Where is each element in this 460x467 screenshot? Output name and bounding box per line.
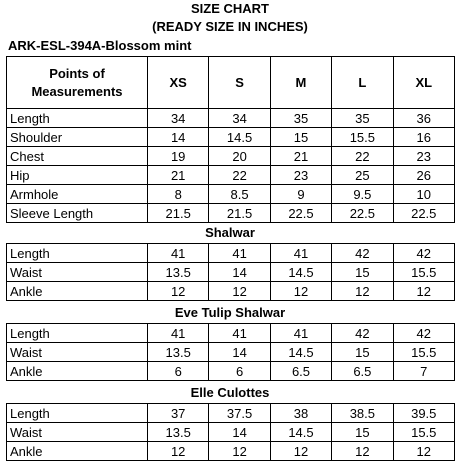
row-label: Waist <box>7 263 148 282</box>
points-of-measurements-header: Points of Measurements <box>7 57 148 109</box>
table-cell: 37.5 <box>209 404 270 423</box>
table-cell: 12 <box>332 282 393 301</box>
table-cell: 42 <box>332 244 393 263</box>
table-cell: 41 <box>209 324 270 343</box>
table-cell: 22.5 <box>270 204 331 223</box>
table-cell: 23 <box>270 166 331 185</box>
table-cell: 8 <box>148 185 209 204</box>
row-label: Length <box>7 109 148 128</box>
table-cell: 8.5 <box>209 185 270 204</box>
table-cell: 12 <box>209 442 270 461</box>
table-cell: 14 <box>209 343 270 362</box>
table-cell: 36 <box>393 109 454 128</box>
table-cell: 41 <box>209 244 270 263</box>
table-cell: 6 <box>148 362 209 381</box>
table-row <box>7 166 455 185</box>
size-header-xs: XS <box>148 57 209 109</box>
table-cell: 12 <box>393 282 454 301</box>
table-cell: 23 <box>393 147 454 166</box>
table-cell: 15.5 <box>393 423 454 442</box>
row-label: Ankle <box>7 442 148 461</box>
size-header-s: S <box>209 57 270 109</box>
table-cell: 13.5 <box>148 343 209 362</box>
table-cell: 22.5 <box>332 204 393 223</box>
table-cell: 13.5 <box>148 263 209 282</box>
section-title-shalwar: Shalwar <box>205 225 255 240</box>
row-label: Armhole <box>7 185 148 204</box>
table-row <box>7 324 455 343</box>
table-row <box>7 244 455 263</box>
table-cell: 14.5 <box>270 423 331 442</box>
row-label: Length <box>7 244 148 263</box>
section-title-elle-culottes: Elle Culottes <box>190 385 270 400</box>
table-cell: 37 <box>148 404 209 423</box>
table-cell: 14 <box>148 128 209 147</box>
table-row <box>7 263 455 282</box>
table-cell: 38 <box>270 404 331 423</box>
table-cell: 34 <box>209 109 270 128</box>
table-row <box>7 282 455 301</box>
header-row <box>7 57 455 109</box>
table-row <box>7 442 455 461</box>
table-cell: 16 <box>393 128 454 147</box>
table-cell: 7 <box>393 362 454 381</box>
row-label: Sleeve Length <box>7 204 148 223</box>
size-header-l: L <box>332 57 393 109</box>
row-label: Hip <box>7 166 148 185</box>
table-cell: 15.5 <box>393 263 454 282</box>
shalwar-size-table <box>6 243 455 301</box>
row-label: Length <box>7 324 148 343</box>
product-code: ARK-ESL-394A-Blossom mint <box>8 38 192 53</box>
section-title-eve-tulip-shalwar: Eve Tulip Shalwar <box>174 305 286 320</box>
table-row <box>7 147 455 166</box>
table-cell: 12 <box>148 442 209 461</box>
table-cell: 12 <box>270 282 331 301</box>
shirt-size-table <box>6 56 455 223</box>
table-cell: 21.5 <box>148 204 209 223</box>
table-cell: 34 <box>148 109 209 128</box>
table-cell: 42 <box>332 324 393 343</box>
table-cell: 15 <box>332 343 393 362</box>
table-cell: 12 <box>148 282 209 301</box>
chart-title: SIZE CHART <box>191 1 269 16</box>
row-label: Length <box>7 404 148 423</box>
table-cell: 22 <box>209 166 270 185</box>
size-header-m: M <box>270 57 331 109</box>
table-cell: 15 <box>332 423 393 442</box>
table-cell: 19 <box>148 147 209 166</box>
eve-tulip-shalwar-size-table <box>6 323 455 381</box>
table-cell: 15 <box>270 128 331 147</box>
table-cell: 35 <box>270 109 331 128</box>
table-row <box>7 404 455 423</box>
table-cell: 41 <box>270 324 331 343</box>
row-label: Ankle <box>7 282 148 301</box>
table-cell: 21 <box>270 147 331 166</box>
row-label: Waist <box>7 343 148 362</box>
table-cell: 41 <box>148 324 209 343</box>
elle-culottes-size-table <box>6 403 455 461</box>
row-label: Ankle <box>7 362 148 381</box>
table-cell: 13.5 <box>148 423 209 442</box>
table-cell: 42 <box>393 324 454 343</box>
table-row <box>7 109 455 128</box>
table-cell: 14.5 <box>270 263 331 282</box>
table-cell: 20 <box>209 147 270 166</box>
table-cell: 39.5 <box>393 404 454 423</box>
table-cell: 22.5 <box>393 204 454 223</box>
size-header-xl: XL <box>393 57 454 109</box>
chart-subtitle: (READY SIZE IN INCHES) <box>152 19 308 34</box>
table-cell: 6.5 <box>270 362 331 381</box>
table-cell: 15 <box>332 263 393 282</box>
table-cell: 35 <box>332 109 393 128</box>
table-cell: 9 <box>270 185 331 204</box>
table-cell: 15.5 <box>332 128 393 147</box>
table-row <box>7 128 455 147</box>
table-row <box>7 185 455 204</box>
table-cell: 14.5 <box>270 343 331 362</box>
row-label: Shoulder <box>7 128 148 147</box>
row-label: Chest <box>7 147 148 166</box>
table-cell: 14.5 <box>209 128 270 147</box>
table-cell: 12 <box>332 442 393 461</box>
table-row <box>7 204 455 223</box>
table-cell: 38.5 <box>332 404 393 423</box>
table-cell: 10 <box>393 185 454 204</box>
table-cell: 21 <box>148 166 209 185</box>
table-row <box>7 362 455 381</box>
table-cell: 41 <box>148 244 209 263</box>
row-label: Waist <box>7 423 148 442</box>
table-cell: 6.5 <box>332 362 393 381</box>
table-row <box>7 343 455 362</box>
table-row <box>7 423 455 442</box>
table-cell: 12 <box>270 442 331 461</box>
table-cell: 12 <box>393 442 454 461</box>
table-cell: 41 <box>270 244 331 263</box>
table-cell: 9.5 <box>332 185 393 204</box>
table-cell: 42 <box>393 244 454 263</box>
table-cell: 22 <box>332 147 393 166</box>
table-cell: 14 <box>209 423 270 442</box>
table-cell: 12 <box>209 282 270 301</box>
table-cell: 25 <box>332 166 393 185</box>
table-cell: 6 <box>209 362 270 381</box>
table-cell: 15.5 <box>393 343 454 362</box>
table-cell: 26 <box>393 166 454 185</box>
table-cell: 21.5 <box>209 204 270 223</box>
table-cell: 14 <box>209 263 270 282</box>
